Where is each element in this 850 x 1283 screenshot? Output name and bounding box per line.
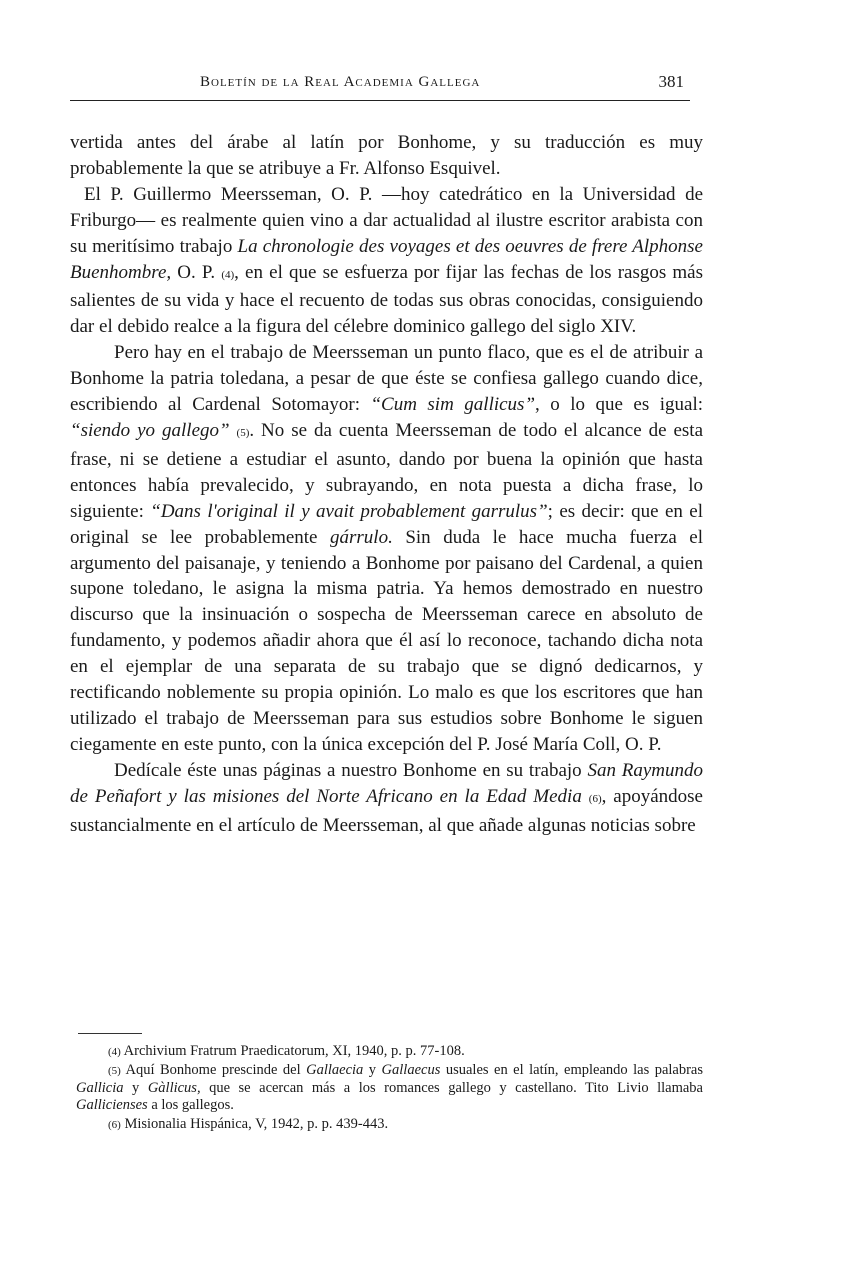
footnote-ref: (6) xyxy=(108,1119,121,1131)
text-run: , apoyándose sustancialmente en el artículo de Meersseman, al que añade algunas noticias sobre xyxy=(70,785,703,836)
text-run xyxy=(582,786,589,807)
text-run: ; es decir: que en el original se lee probablemente xyxy=(70,500,703,548)
text-run: , o lo que es igual: xyxy=(535,394,703,416)
italic-text: Gallaecia xyxy=(306,1062,364,1078)
italic-text: San Raymundo de Peñafort y las misiones del Norte Africano en la Edad Media xyxy=(70,759,704,807)
text-run: , en el que se esfuerza por fijar las fechas de los rasgos más salientes de su vida y hace el recuento de todas sus obras conocidas, consiguiendo dar el debido realce a la figura del célebre dominico gallego del siglo XIV. xyxy=(70,261,704,338)
text-run: Archivium Fratrum Praedicatorum, XI, 1940, p. p. 77-108. xyxy=(120,1043,465,1059)
italic-text: “Cum sim gallicus” xyxy=(370,394,536,416)
text-run: que se acercan más a los romances gallego y castellano. Tito Livio llamaba xyxy=(200,1080,703,1096)
text-run: Dedícale éste unas páginas a nuestro Bonhome en su trabajo xyxy=(114,759,588,781)
footnote-ref: (6) xyxy=(588,792,602,805)
text-run: y xyxy=(123,1080,148,1096)
text-run: . No se da cuenta Meersseman de todo el alcance de esta frase, ni se detiene a estudiar el asunto, dando por buena la opinión que hasta entonces había prevalecido, y subrayando, en nota puesta a dicha frase, lo siguiente: xyxy=(70,419,704,522)
paragraph xyxy=(70,130,703,182)
text-run: O. P. xyxy=(171,261,222,283)
text-run xyxy=(230,420,237,441)
footnote xyxy=(76,1116,703,1134)
italic-text: La chronologie des voyages et des oeuvres de frere Alphonse Buenhombre, xyxy=(70,235,703,283)
text-run: usuales en el latín, empleando las palabras xyxy=(440,1062,704,1078)
text-run: a los gallegos. xyxy=(147,1097,234,1113)
footnote-ref: (5) xyxy=(108,1065,121,1077)
running-title: Boletín de la Real Academia Gallega xyxy=(200,74,481,90)
italic-text: Gallicia xyxy=(76,1080,124,1096)
footnote-ref: (4) xyxy=(108,1046,121,1058)
paragraph xyxy=(70,340,703,758)
italic-text: gárrulo. xyxy=(330,526,393,548)
text-run: Pero hay en el trabajo de Meersseman un punto flaco, que es el de atribuir a Bonhome la patria toledana, a pesar de que éste se confiesa gallego cuando dice, escribiendo al Cardenal Sotomayor: xyxy=(70,342,703,416)
footnote xyxy=(76,1043,703,1061)
italic-text: Gàllicus, xyxy=(147,1080,201,1096)
text-run: y xyxy=(363,1062,382,1078)
paragraph xyxy=(70,182,703,340)
italic-text: “Dans l'original il y avait probablement garrulus” xyxy=(150,500,548,522)
italic-text: “siendo yo gallego” xyxy=(70,419,230,441)
footnote xyxy=(76,1062,703,1114)
page-header xyxy=(70,70,690,101)
text-run: Aquí Bonhome prescinde del xyxy=(120,1062,307,1078)
text-run: Sin duda le hace mucha fuerza el argumento del paisanaje, y teniendo a Bonhome por paisano del Cardenal, a quien supone toledano, le asigna la misma patria. Ya hemos demostrado en nuestro discurso que la insinuación o sospecha de Meersseman carece en absoluto de fundamento, y podemos añadir ahora que él así lo reconoce, tachando dicha nota en el ejemplar de una separata de su trabajo que se dignó dedicarnos, y rectificando noblemente su propia opinión. Lo malo es que los escritores que han utilizado el trabajo de Meersseman para sus estudios sobre Bonhome le siguen ciegamente en este punto, con la única excepción del P. José María Coll, O. P. xyxy=(70,526,703,755)
page-number: 381 xyxy=(658,72,684,91)
paragraph xyxy=(70,758,703,839)
italic-text: Gallaecus xyxy=(381,1062,441,1078)
italic-text: Gallicienses xyxy=(76,1097,148,1113)
footnote-divider xyxy=(78,1033,142,1034)
footnote-ref: (5) xyxy=(236,426,250,439)
text-run: vertida antes del árabe al latín por Bonhome, y su traducción es muy probablemente la que se atribuye a Fr. Alfonso Esquivel. xyxy=(70,132,703,179)
footnotes xyxy=(76,1043,703,1135)
text-run: El P. Guillermo Meersseman, O. P. —hoy catedrático en la Universidad de Friburgo— es realmente quien vino a dar actualidad al ilustre escritor arabista con su meritísimo trabajo xyxy=(70,183,703,257)
text-run: Misionalia Hispánica, V, 1942, p. p. 439-443. xyxy=(120,1116,389,1132)
footnote-ref: (4) xyxy=(221,268,235,281)
body-text xyxy=(70,130,703,838)
